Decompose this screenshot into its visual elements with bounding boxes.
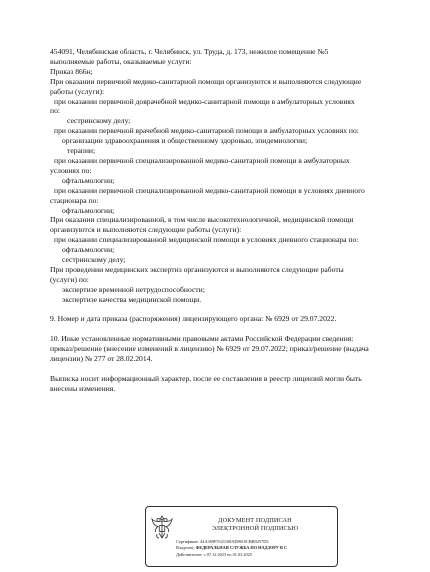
item-10-line-1: 10. Иные установленные нормативными правовыми актами Российской Федерации сведения: bbox=[50, 334, 354, 344]
stamp-certificate: Сертификат: 44A369F5521108AD8610CBB0257D3 bbox=[176, 539, 269, 544]
dovrach-line-1: при оказании первичной доврачебной медико-санитарной помощи в амбулаторных условиях bbox=[54, 96, 355, 106]
note-line-1: Выписка носит информационный характер, после ее составления в реестр лицензий могли быть bbox=[50, 373, 362, 383]
spec-day-line-2: стационара по: bbox=[50, 195, 99, 205]
document-body bbox=[50, 47, 390, 394]
exp-intro-1: При проведении медицинских экспертиз организуются и выполняются следующие работы bbox=[50, 264, 344, 274]
ophth-item-2: офтальмологии; bbox=[62, 205, 115, 215]
vmp-intro-2: организуются и выполняются следующие работы (услуги): bbox=[50, 225, 242, 235]
ophth-item-1: офтальмологии; bbox=[62, 175, 115, 185]
works-intro: выполняемые работы, оказываемые услуги: bbox=[50, 56, 192, 66]
vmp-intro-1: При оказании специализированной, в том числе высокотехнологичной, медицинской помощи bbox=[50, 215, 354, 225]
dovrach-line-2: по: bbox=[50, 106, 60, 116]
exp-quality-item: экспертизе качества медицинской помощи. bbox=[62, 294, 202, 304]
stamp-title: ДОКУМЕНТ ПОДПИСАН ЭЛЕКТРОННОЙ ПОДПИСЬЮ bbox=[211, 517, 299, 532]
nursing-item-2: сестринскому делу; bbox=[62, 255, 126, 265]
therapy-item: терапии; bbox=[67, 146, 96, 156]
coat-of-arms-icon bbox=[150, 513, 174, 541]
exp-intro-2: (услуги) по: bbox=[50, 274, 89, 284]
item-10-line-3: лицензии) № 277 от 28.02.2014. bbox=[50, 354, 153, 364]
stamp-validity: Действителен: с 07.12.2023 по 01.03.2025 bbox=[176, 551, 252, 557]
vrach-line: при оказании первичной врачебной медико-санитарной помощи в амбулаторных условиях по: bbox=[54, 126, 359, 136]
signature-stamp bbox=[145, 506, 338, 567]
stamp-owner: Владелец: ФЕДЕРАЛЬНАЯ СЛУЖБА ПО НАДЗОРУ В С bbox=[176, 545, 288, 551]
vmp-day-line: при оказании специализированной медицинской помощи в условиях дневного стационара по: bbox=[54, 235, 359, 245]
spec-amb-line-1: при оказании первичной специализированной медико-санитарной помощи в амбулаторных bbox=[54, 155, 350, 165]
ophth-item-3: офтальмологии; bbox=[62, 245, 115, 255]
pmsp-intro-1: При оказании первичной медико-санитарной помощи организуются и выполняются следующие bbox=[50, 76, 362, 86]
spec-amb-line-2: условиях по: bbox=[50, 165, 92, 175]
nursing-item: сестринскому делу; bbox=[67, 116, 131, 126]
stamp-details bbox=[176, 539, 336, 558]
item-10-line-2: приказ/решение (внесение изменений в лицензию) № 6929 от 29.07.2022; приказ/решение (выдача bbox=[50, 344, 369, 354]
address-line: 454091, Челябинская область, г. Челябинск, ул. Труда, д. 173, нежилое помещение №5 bbox=[50, 47, 329, 56]
exp-temp-item: экспертизе временной нетрудоспособности; bbox=[62, 284, 205, 294]
item-9: 9. Номер и дата приказа (распоряжения) лицензирующего органа: № 6929 от 29.07.2022. bbox=[50, 314, 337, 324]
spec-day-line-1: при оказании первичной специализированной медико-санитарной помощи в условиях дневного bbox=[54, 185, 365, 195]
note-line-2: внесены изменения. bbox=[50, 383, 116, 393]
order-line: Приказ 866н; bbox=[50, 66, 93, 76]
org-health-item: организации здравоохранения и общественному здоровью, эпидемиологии; bbox=[62, 136, 308, 146]
pmsp-intro-2: работы (услуги): bbox=[50, 86, 105, 96]
